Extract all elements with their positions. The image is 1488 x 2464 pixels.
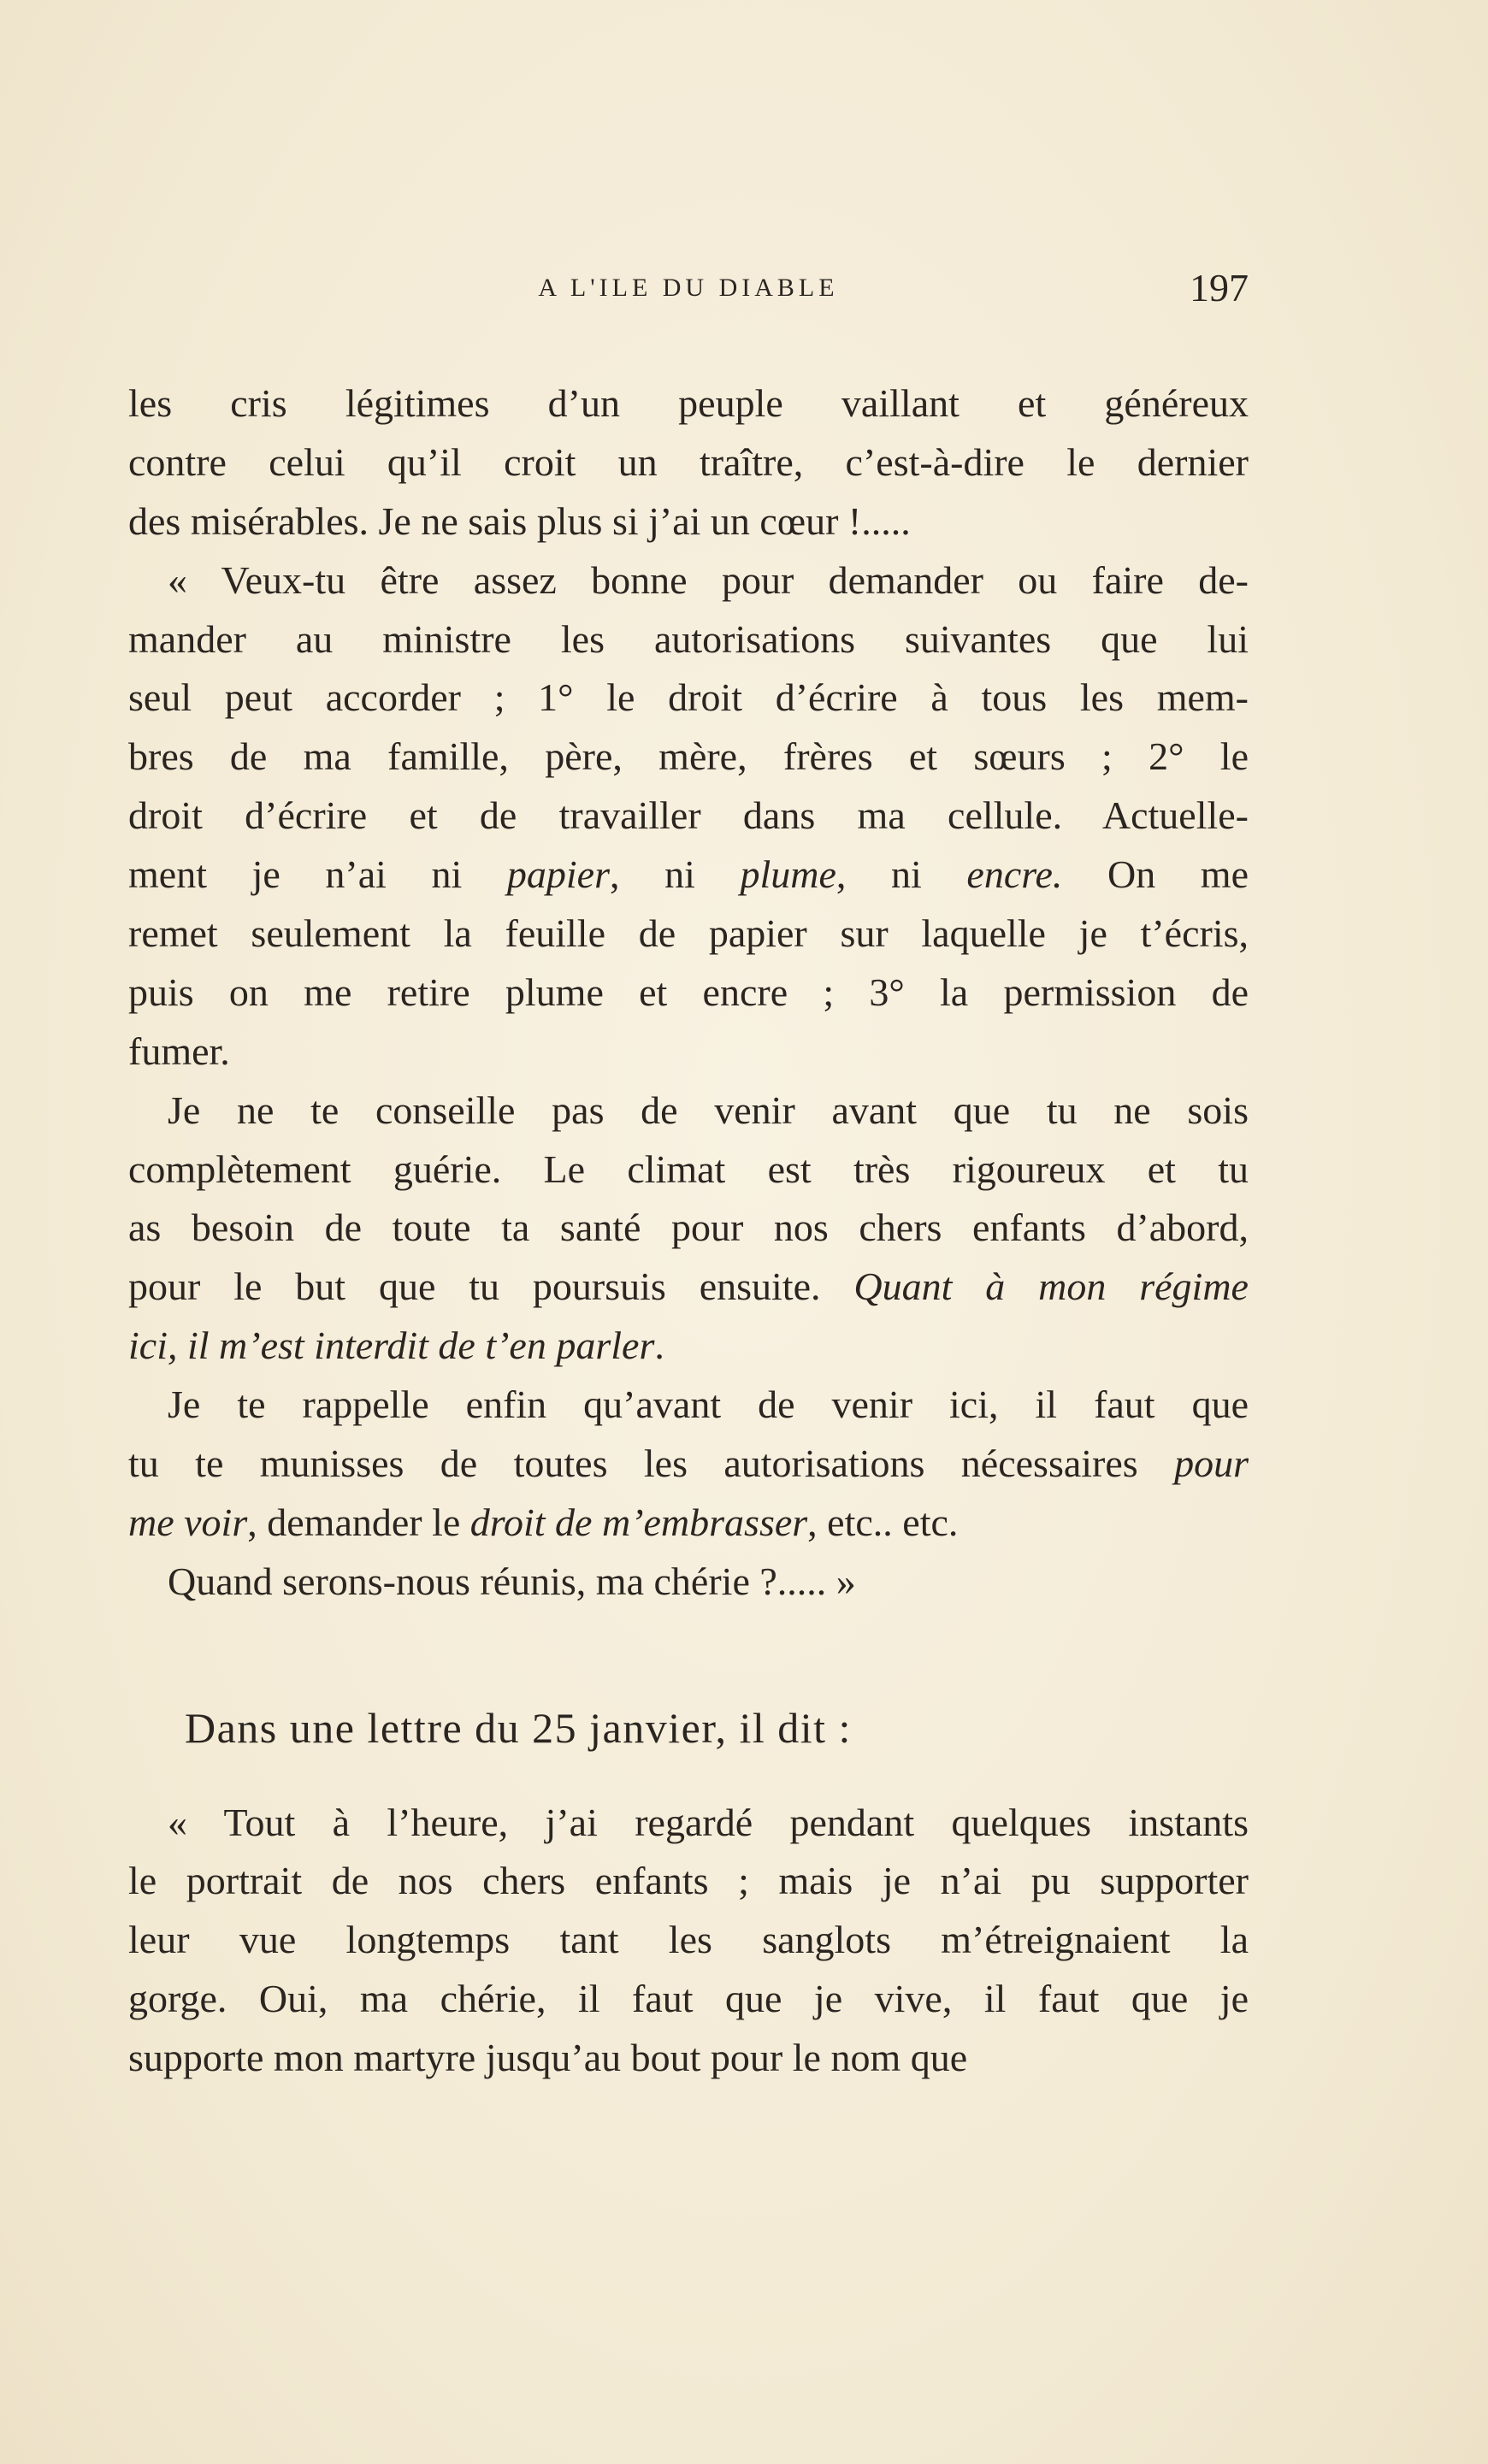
text-line xyxy=(128,433,1249,492)
text-line xyxy=(128,787,1249,846)
italic-text: pour xyxy=(1174,1441,1249,1486)
text-line xyxy=(128,964,1249,1023)
text-run: , ni xyxy=(610,852,741,897)
text-line xyxy=(128,1082,1249,1141)
italic-text: ici, il m’est interdit de t’en parler xyxy=(128,1323,655,1368)
text-line xyxy=(128,1794,1249,1853)
section-gap xyxy=(128,1612,1249,1699)
text-run: , demander le xyxy=(247,1500,470,1544)
text-run: droit d’écrire et de travailler dans ma cellule. Actuelle- xyxy=(128,793,1249,838)
text-line xyxy=(128,492,1249,551)
text-run: le portrait de nos chers enfants ; mais je n’ai pu supporter xyxy=(128,1859,1249,1903)
text-run: mander au ministre les autorisations suivantes que lui xyxy=(128,616,1249,661)
text-line xyxy=(128,728,1249,787)
text-line xyxy=(128,551,1249,610)
text-run: , etc.. etc. xyxy=(807,1500,959,1544)
text-run: Je ne te conseille pas de venir avant que tu ne sois xyxy=(168,1088,1249,1132)
body-text xyxy=(128,374,1249,2088)
text-line xyxy=(128,1911,1249,1970)
letter-excerpt-2 xyxy=(128,1794,1249,2088)
text-line xyxy=(128,610,1249,669)
text-line xyxy=(128,374,1249,433)
text-run: contre celui qu’il croit un traître, c’est-à-dire le dernier xyxy=(128,439,1249,484)
text-line xyxy=(128,2029,1249,2088)
running-title: A L'ILE DU DIABLE xyxy=(538,274,839,302)
italic-text: me voir xyxy=(128,1500,248,1544)
section-gap xyxy=(128,1758,1249,1794)
text-run: fumer. xyxy=(128,1029,230,1073)
text-run: . xyxy=(654,1323,664,1368)
text-run: « Tout à l’heure, j’ai regardé pendant quelques instants xyxy=(168,1800,1249,1844)
running-header xyxy=(128,267,1249,318)
text-line xyxy=(128,1435,1249,1494)
text-run: puis on me retire plume et encre ; 3° la permission de xyxy=(128,970,1249,1014)
text-line xyxy=(128,1199,1249,1258)
italic-text: papier xyxy=(506,852,610,897)
text-run: gorge. Oui, ma chérie, il faut que je vive, il faut que je xyxy=(128,1977,1249,2021)
text-run: supporte mon martyre jusqu’au bout pour le nom que xyxy=(128,2036,968,2080)
text-line xyxy=(128,1970,1249,2029)
letter-intro: Dans une lettre du 25 janvier, il dit : xyxy=(185,1703,852,1752)
text-line xyxy=(128,846,1249,905)
text-line xyxy=(128,1023,1249,1082)
text-line xyxy=(128,1376,1249,1435)
text-line xyxy=(128,1553,1249,1612)
text-run: Je te rappelle enfin qu’avant de venir ici, il faut que xyxy=(168,1382,1249,1427)
text-line xyxy=(128,1852,1249,1911)
text-run: des misérables. Je ne sais plus si j’ai un cœur !..... xyxy=(128,498,911,543)
text-run: as besoin de toute ta santé pour nos chers enfants d’abord, xyxy=(128,1205,1249,1250)
text-run: remet seulement la feuille de papier sur laquelle je t’écris, xyxy=(128,911,1249,956)
text-run: « Veux-tu être assez bonne pour demander ou faire de- xyxy=(168,557,1249,602)
text-run: ment je n’ai ni xyxy=(128,852,507,897)
text-line xyxy=(128,1141,1249,1200)
text-run: On me xyxy=(1062,852,1249,897)
letter-excerpt-1 xyxy=(128,374,1249,1612)
page-number: 197 xyxy=(1190,266,1249,309)
text-line xyxy=(128,1494,1249,1553)
text-run: tu te munisses de toutes les autorisations nécessaires xyxy=(128,1441,1175,1486)
text-run: complètement guérie. Le climat est très rigoureux et tu xyxy=(128,1147,1249,1191)
text-run: bres de ma famille, père, mère, frères et sœurs ; 2° le xyxy=(128,734,1249,779)
italic-text: plume xyxy=(740,852,836,897)
text-run: Quand serons-nous réunis, ma chérie ?..... » xyxy=(168,1559,856,1603)
text-line xyxy=(128,1258,1249,1317)
text-run: seul peut accorder ; 1° le droit d’écrire à tous les mem- xyxy=(128,675,1249,720)
text-run: leur vue longtemps tant les sanglots m’étreignaient la xyxy=(128,1918,1249,1962)
text-run: pour le but que tu poursuis ensuite. xyxy=(128,1264,854,1309)
italic-text: Quant à mon régime xyxy=(853,1264,1249,1309)
italic-text: droit de m’embrasser xyxy=(469,1500,808,1544)
text-line xyxy=(128,1317,1249,1376)
text-line xyxy=(128,905,1249,964)
italic-text: encre. xyxy=(966,852,1063,897)
text-run: , ni xyxy=(836,852,967,897)
text-run: les cris légitimes d’un peuple vaillant et généreux xyxy=(128,381,1249,425)
text-line xyxy=(128,669,1249,728)
